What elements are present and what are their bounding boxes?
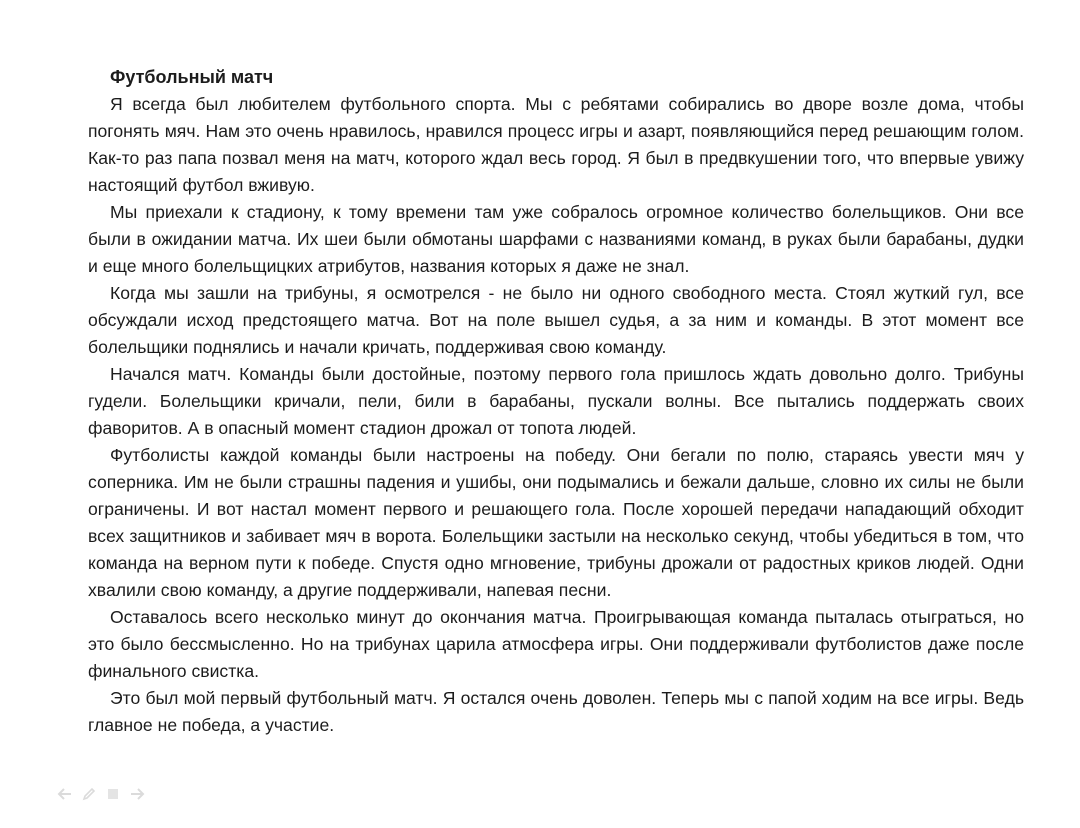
paragraph-6: Оставалось всего несколько минут до окончания матча. Проигрывающая команда пыталась отыграться, но это было бессмысленно. Но на трибунах царила атмосфера игры. Они поддерживали футболистов даже после финального свистка. [88,607,1024,681]
paragraph-5: Футболисты каждой команды были настроены на победу. Они бегали по полю, стараясь увести мяч у соперника. Им не были страшны падения и ушибы, они подымались и бежали дальше, словно их силы не были ограничены. И вот настал момент первого и решающего гола. После хорошей передачи нападающий обходит всех защитников и забивает мяч в ворота. Болельщики застыли на несколько секунд, чтобы убедиться в том, что команда на верном пути к победе. Спустя одно мгновение, трибуны дрожали от радостных криков людей. Одни хвалили свою команду, а другие поддерживали, напевая песни. [88,445,1024,600]
forward-arrow-icon[interactable] [128,786,146,802]
paragraph-1: Я всегда был любителем футбольного спорта. Мы с ребятами собирались во дворе возле дома, чтобы погонять мяч. Нам это очень нравилось, нравился процесс игры и азарт, появляющийся перед решающим голом. Как-то раз папа позвал меня на матч, которого ждал весь город. Я был в предвкушении того, что впервые увижу настоящий футбол вживую. [88,94,1024,195]
document-title: Футбольный матч [110,67,274,87]
pencil-icon[interactable] [80,786,98,802]
paragraph-3: Когда мы зашли на трибуны, я осмотрелся - не было ни одного свободного места. Стоял жуткий гул, все обсуждали исход предстоящего матча. Вот на поле вышел судья, а за ним и команды. В этот момент все болельщики поднялись и начали кричать, поддерживая свою команду. [88,283,1024,357]
faded-edit-toolbar [56,786,146,802]
paragraph-4: Начался матч. Команды были достойные, поэтому первого гола пришлось ждать довольно долго. Трибуны гудели. Болельщики кричали, пели, били в барабаны, пускали волны. Все пытались поддержать своих фаворитов. А в опасный момент стадион дрожал от топота людей. [88,364,1024,438]
back-arrow-icon[interactable] [56,786,74,802]
document-body [88,64,1024,739]
paragraph-7: Это был мой первый футбольный матч. Я остался очень доволен. Теперь мы с папой ходим на все игры. Ведь главное не победа, а участие. [88,688,1024,735]
paragraph-2: Мы приехали к стадиону, к тому времени там уже собралось огромное количество болельщиков. Они все были в ожидании матча. Их шеи были обмотаны шарфами с названиями команд, в руках были барабаны, дудки и еще много болельщицких атрибутов, названия которых я даже не знал. [88,202,1024,276]
page-icon[interactable] [104,786,122,802]
